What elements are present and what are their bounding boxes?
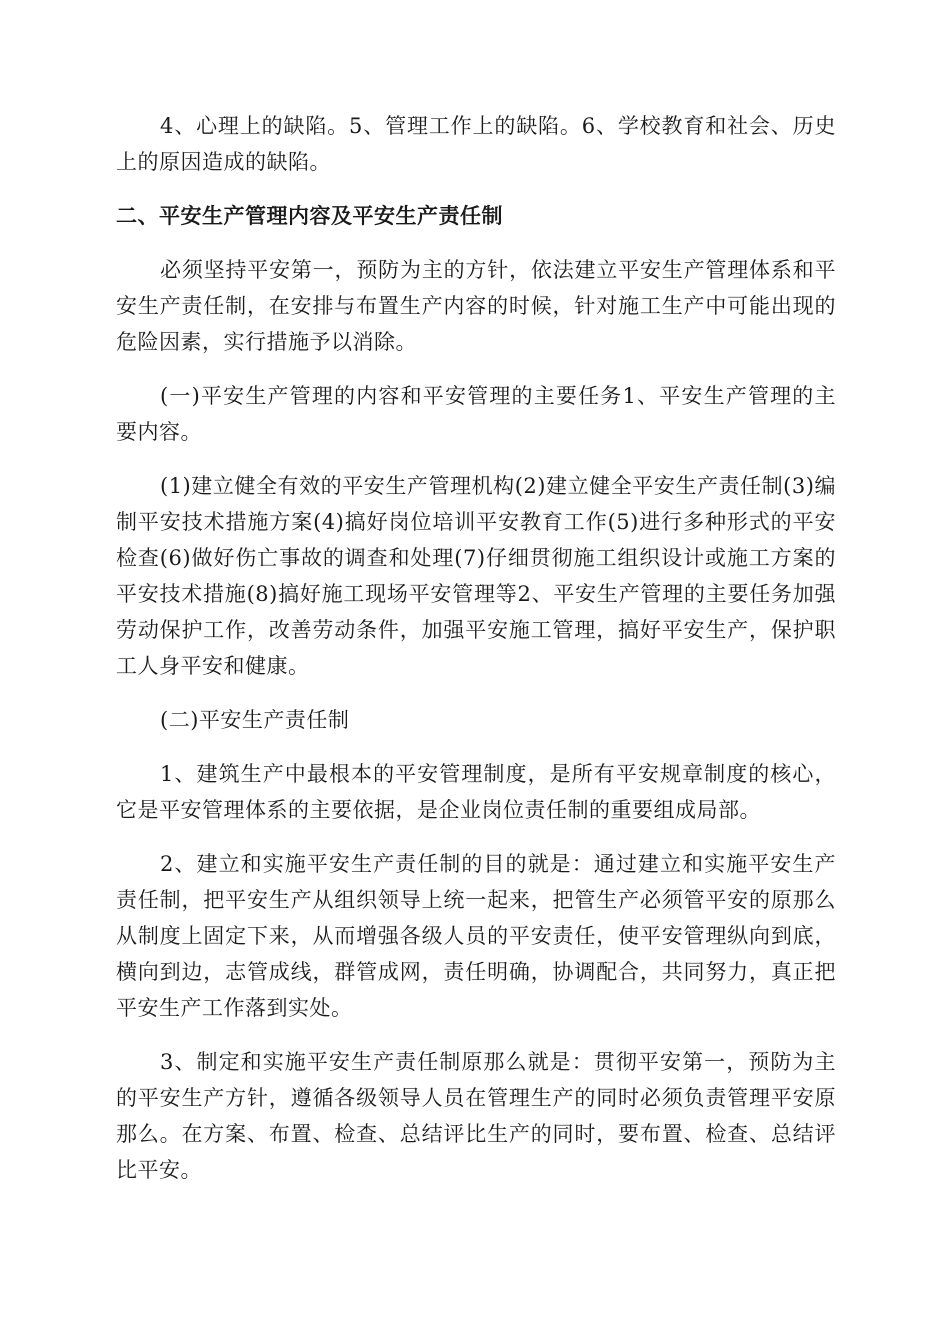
paragraph-item-2: 2、建立和实施平安生产责任制的目的就是：通过建立和实施平安生产责任制，把平安生产从组织领导上统一起来，把管生产必须管平安的原那么从制度上固定下来，从而增强各级人员的平安责任，使平安管理纵向到底，横向到边，志管成线，群管成网，责任明确，协调配合，共同努力，真正把平安生产工作落到实处。 xyxy=(116,852,836,1020)
paragraph-defects: 4、心理上的缺陷。5、管理工作上的缺陷。6、学校教育和社会、历史上的原因造成的缺陷。 xyxy=(116,114,836,174)
paragraph-subsection-2: (二)平安生产责任制 xyxy=(160,708,350,732)
paragraph-policy: 必须坚持平安第一，预防为主的方针，依法建立平安生产管理体系和平安生产责任制，在安排与布置生产内容的时候，针对施工生产中可能出现的危险因素，实行措施予以消除。 xyxy=(116,258,836,354)
paragraph-subsection-1: (一)平安生产管理的内容和平安管理的主要任务1、平安生产管理的主要内容。 xyxy=(116,384,836,444)
section-heading-2: 二、平安生产管理内容及平安生产责任制 xyxy=(116,204,503,228)
paragraph-content-list: (1)建立健全有效的平安生产管理机构(2)建立健全平安生产责任制(3)编制平安技术措施方案(4)搞好岗位培训平安教育工作(5)进行多种形式的平安检查(6)做好伤亡事故的调查和处理(7)仔细贯彻施工组织设计或施工方案的平安技术措施(8)搞好施工现场平安管理等2、平安生产管理的主要任务加强劳动保护工作，改善劳动条件，加强平安施工管理，搞好平安生产，保护职工人身平安和健康。 xyxy=(116,474,836,678)
paragraph-item-3: 3、制定和实施平安生产责任制原那么就是：贯彻平安第一，预防为主的平安生产方针，遵循各级领导人员在管理生产的同时必须负责管理平安原那么。在方案、布置、检查、总结评比生产的同时，要布置、检查、总结评比平安。 xyxy=(116,1050,836,1182)
paragraph-item-1: 1、建筑生产中最根本的平安管理制度，是所有平安规章制度的核心，它是平安管理体系的主要依据，是企业岗位责任制的重要组成局部。 xyxy=(116,762,836,822)
document-body xyxy=(116,108,836,1206)
